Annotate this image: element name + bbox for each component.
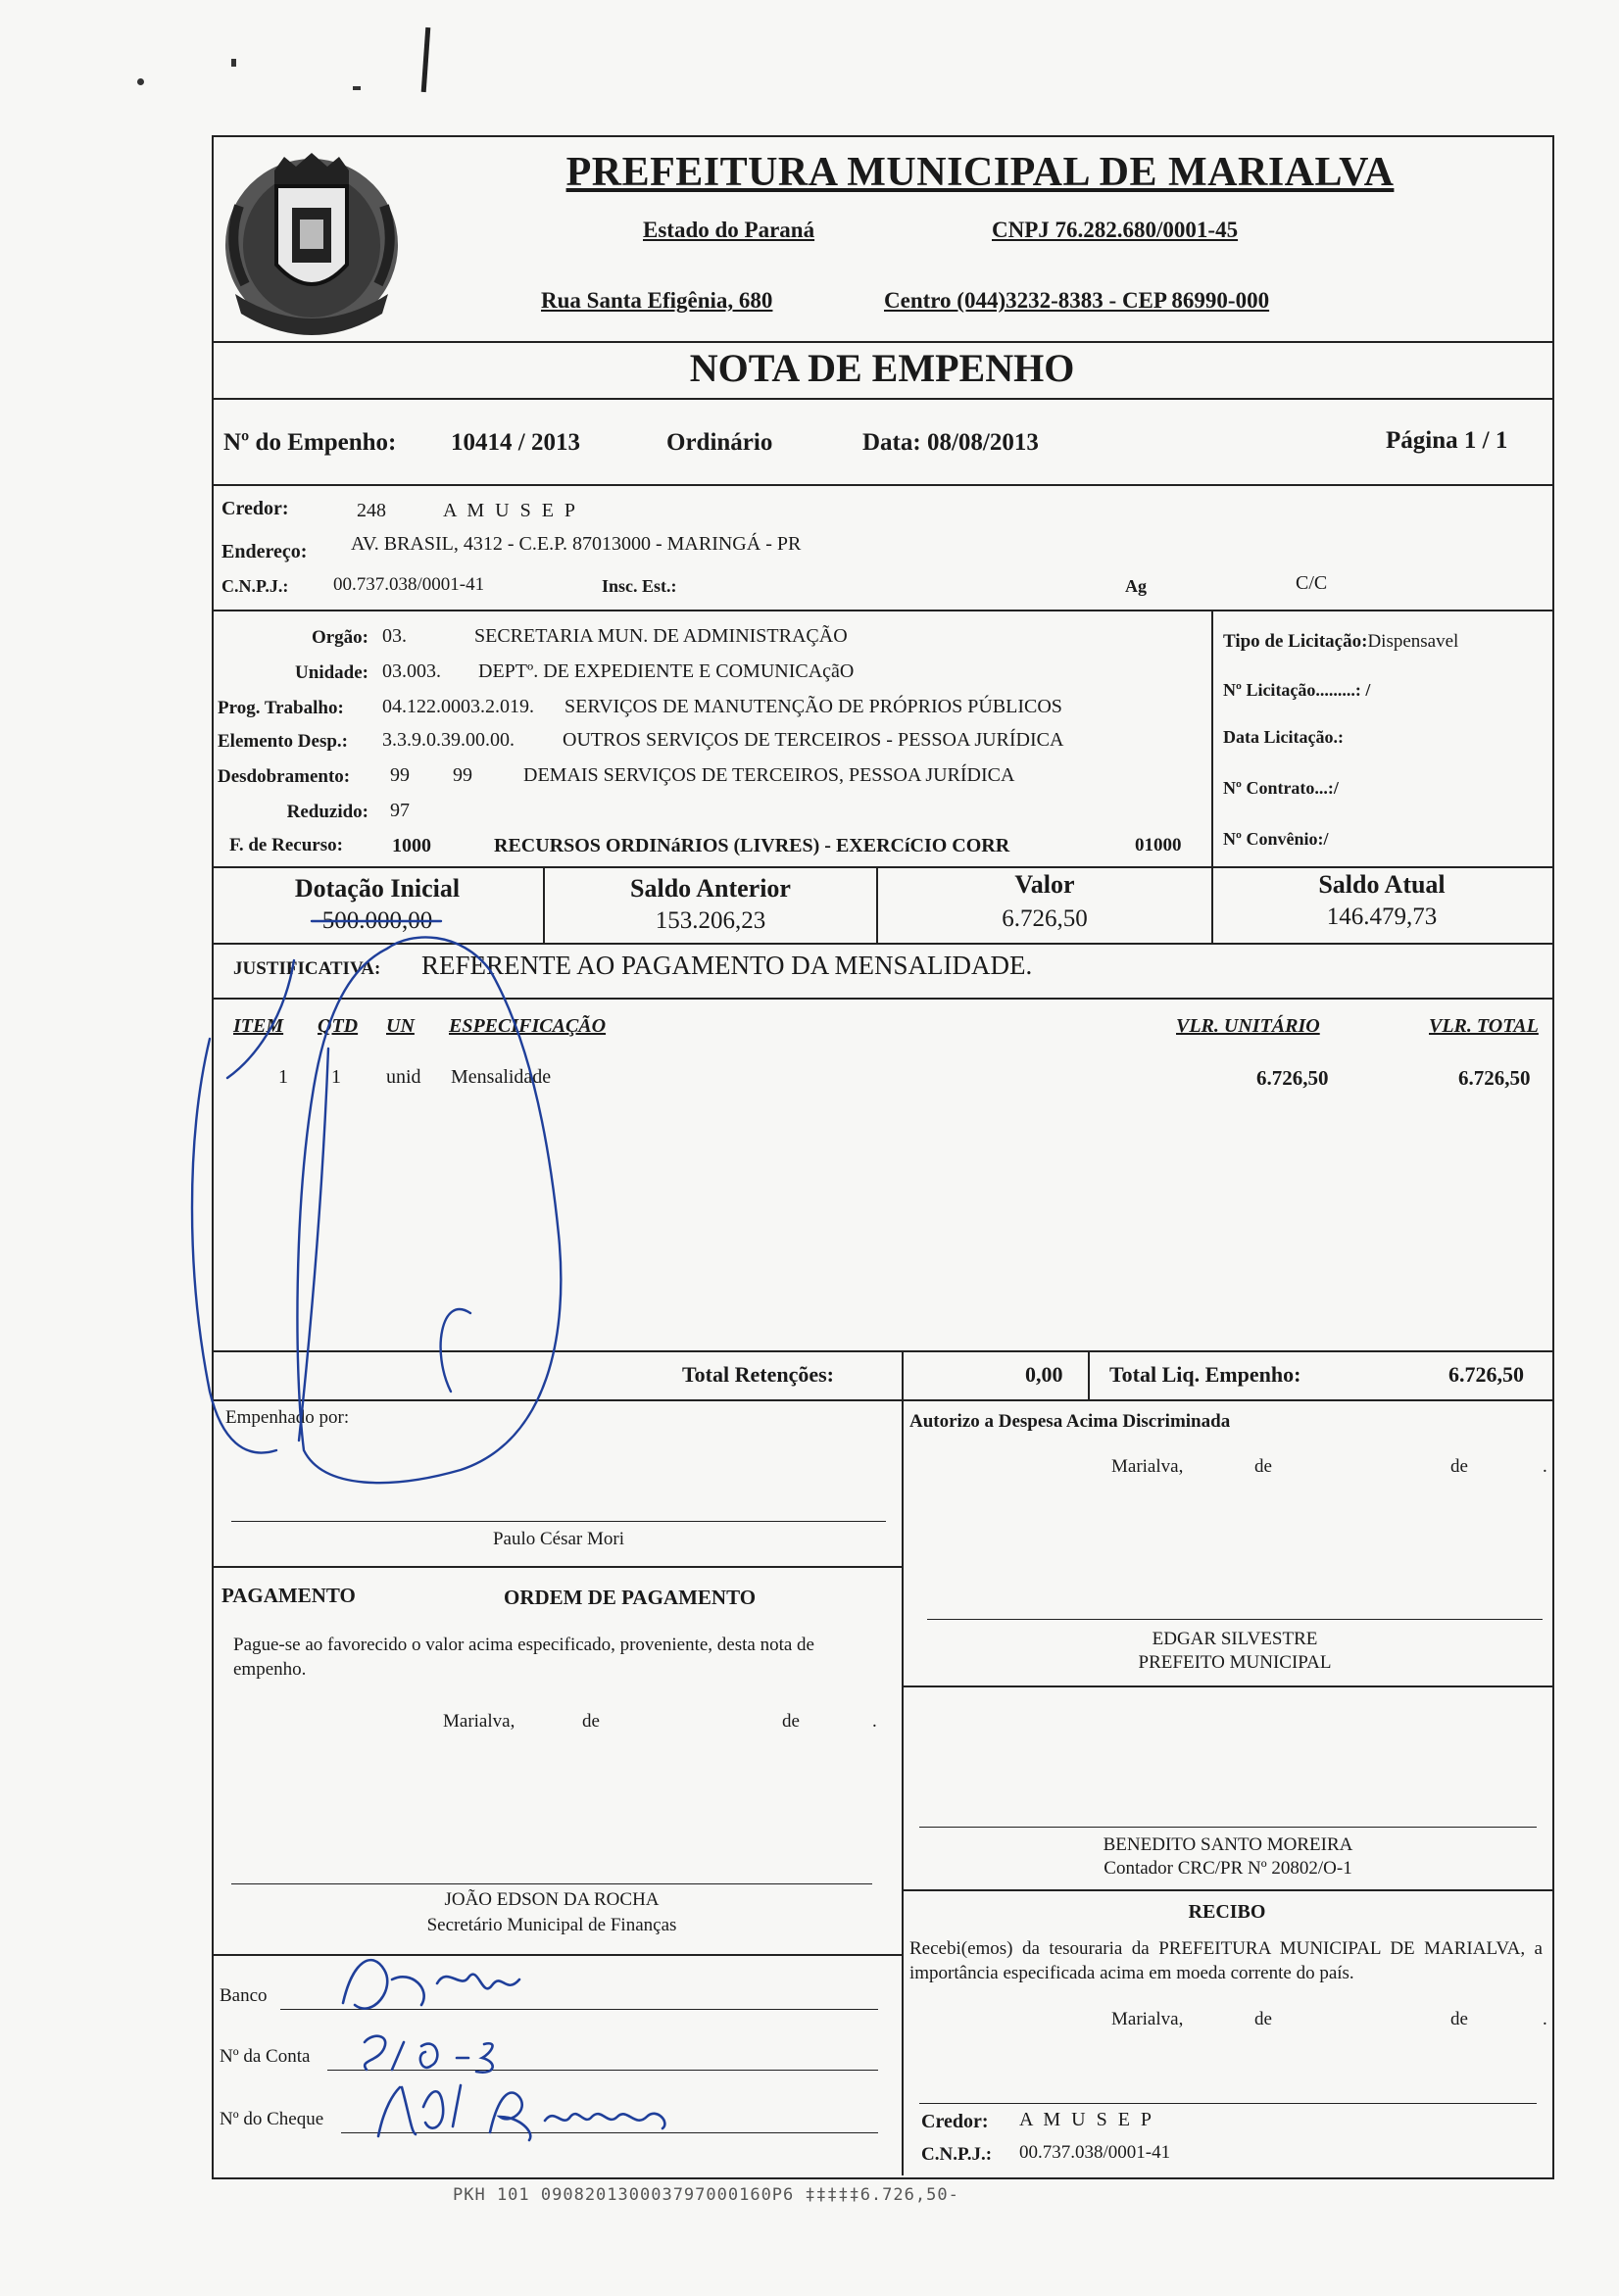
page-number: Página 1 / 1 [1386, 427, 1508, 454]
tipo-licitacao-label: Tipo de Licitação:Dispensavel [1223, 631, 1459, 652]
col-vlr-unitario-header: VLR. UNITÁRIO [1176, 1015, 1320, 1037]
saldo-anterior-value: 153.206,23 [655, 907, 766, 934]
recibo-cnpj: 00.737.038/0001-41 [1019, 2142, 1171, 2163]
empenho-number: 10414 / 2013 [451, 429, 580, 456]
pagamento-de-2: de [782, 1711, 800, 1732]
recibo-text: Recebi(emos) da tesouraria da PREFEITURA MUNICIPAL DE MARIALVA, a importância especificada acima em moeda corrente do país. [909, 1938, 1543, 1983]
autorizo-dot: . [1543, 1456, 1547, 1477]
recibo-de-2: de [1450, 2009, 1468, 2029]
convenio-number: Nº Convênio:/ [1223, 829, 1329, 849]
address-label: Centro (044)3232-8383 - CEP 86990-000 [884, 288, 1270, 313]
valor-label: Valor [1014, 870, 1075, 899]
empenho-type: Ordinário [666, 429, 773, 456]
prog-code: 04.122.0003.2.019. [382, 696, 534, 717]
row-vlr-total: 6.726,50 [1458, 1066, 1531, 1090]
autorizo-de-2: de [1450, 1456, 1468, 1477]
recibo-dot: . [1543, 2009, 1547, 2029]
conta-label: Nº da Conta [220, 2046, 311, 2067]
recurso-label: F. de Recurso: [229, 835, 343, 855]
account-handwriting [365, 2036, 493, 2073]
contrato-number: Nº Contrato...:/ [1223, 778, 1339, 798]
handwritten-loop [297, 937, 561, 1483]
banco-label: Banco [220, 1985, 268, 2006]
pagamento-city: Marialva, [443, 1711, 515, 1732]
account-label: C/C [1296, 572, 1328, 594]
prog-name: SERVIÇOS DE MANUTENÇÃO DE PRÓPRIOS PÚBLICOS [564, 696, 1062, 717]
cheque-label: Nº do Cheque [220, 2109, 324, 2129]
col-item-header: ITEM [233, 1015, 284, 1037]
credor-name: A M U S E P [443, 500, 579, 521]
prog-label: Prog. Trabalho: [218, 698, 344, 718]
dotacao-inicial-value: 500.000,00 [321, 907, 433, 934]
elem-code: 3.3.9.0.39.00.00. [382, 729, 515, 751]
recurso-code-2: 01000 [1135, 835, 1182, 855]
credor-label: Credor: [221, 498, 289, 519]
col-qtd-header: QTD [318, 1015, 359, 1037]
elem-label: Elemento Desp.: [218, 731, 348, 752]
total-retencoes-value: 0,00 [1025, 1362, 1063, 1387]
state-label: Estado do Paraná [643, 218, 815, 242]
desd-label: Desdobramento: [218, 766, 351, 787]
empenho-number-label: Nº do Empenho: [223, 429, 397, 456]
tipo-licitacao-value: Dispensavel [1367, 631, 1459, 652]
credor-cnpj: 00.737.038/0001-41 [333, 574, 485, 595]
total-retencoes-label: Total Retenções: [682, 1362, 834, 1387]
secretario-cargo: Secretário Municipal de Finanças [426, 1915, 677, 1935]
unidade-label: Unidade: [295, 662, 368, 683]
unidade-name: DEPTº. DE EXPEDIENTE E COMUNICAçãO [478, 660, 855, 682]
licitacao-number: Nº Licitação.........: / [1223, 680, 1371, 700]
micr-line: PKH 101 090820130003797000160P6 ‡‡‡‡‡6.726,50- [453, 2185, 959, 2205]
prefeito-cargo: PREFEITO MUNICIPAL [1138, 1652, 1332, 1673]
empenhado-label: Empenhado por: [225, 1407, 350, 1428]
cheque-signature [378, 2085, 664, 2140]
unidade-code: 03.003. [382, 660, 441, 682]
reduzido-code: 97 [390, 800, 410, 821]
orgao-label: Orgão: [311, 627, 368, 648]
col-vlr-total-header: VLR. TOTAL [1429, 1015, 1539, 1037]
total-liquido-label: Total Liq. Empenho: [1109, 1362, 1301, 1387]
reduzido-label: Reduzido: [286, 802, 368, 822]
contador-cargo: Contador CRC/PR Nº 20802/O-1 [1104, 1858, 1352, 1879]
elem-name: OUTROS SERVIÇOS DE TERCEIROS - PESSOA JURÍDICA [563, 729, 1064, 751]
ordem-pagamento-label: ORDEM DE PAGAMENTO [504, 1586, 757, 1609]
endereco-label: Endereço: [221, 541, 308, 562]
col-especificacao-header: ESPECIFICAÇÃO [449, 1015, 607, 1037]
autorizo-label: Autorizo a Despesa Acima Discriminada [909, 1411, 1231, 1432]
recibo-credor-name: A M U S E P [1019, 2109, 1155, 2130]
insc-est-label: Insc. Est.: [602, 576, 677, 596]
prefeito-nome: EDGAR SILVESTRE [1152, 1629, 1318, 1649]
autorizo-city: Marialva, [1111, 1456, 1184, 1477]
street-label: Rua Santa Efigênia, 680 [541, 288, 773, 313]
orgao-code: 03. [382, 625, 407, 647]
handwritten-stroke [227, 960, 294, 1078]
empenho-date: Data: 08/08/2013 [862, 429, 1039, 456]
dotacao-inicial-label: Dotação Inicial [294, 874, 461, 903]
pagamento-de-1: de [582, 1711, 600, 1732]
credor-address: AV. BRASIL, 4312 - C.E.P. 87013000 - MARINGÁ - PR [351, 533, 802, 555]
pague-se-text: Pague-se ao favorecido o valor acima especificado, proveniente, desta nota de empenho. [233, 1635, 814, 1680]
licitacao-date: Data Licitação.: [1223, 727, 1344, 747]
col-un-header: UN [386, 1015, 415, 1037]
orgao-name: SECRETARIA MUN. DE ADMINISTRAÇÃO [474, 625, 848, 647]
recibo-title: RECIBO [1188, 1901, 1266, 1923]
saldo-atual-value: 146.479,73 [1326, 904, 1438, 930]
row-un: unid [386, 1066, 421, 1088]
row-vlr-unitario: 6.726,50 [1256, 1066, 1329, 1090]
pagamento-label: PAGAMENTO [221, 1584, 356, 1607]
recibo-credor-label: Credor: [921, 2111, 989, 2132]
recurso-name: RECURSOS ORDINáRIOS (LIVRES) - EXERCíCIO CORR [494, 835, 1010, 856]
row-item: 1 [278, 1066, 288, 1088]
desd-code-2: 99 [453, 764, 472, 786]
desd-name: DEMAIS SERVIÇOS DE TERCEIROS, PESSOA JURÍDICA [523, 764, 1015, 786]
bank-signature [343, 1960, 519, 2008]
handwritten-stroke [299, 1049, 328, 1441]
secretario-nome: JOÃO EDSON DA ROCHA [444, 1889, 660, 1910]
desd-code-1: 99 [390, 764, 410, 786]
justificativa-text: REFERENTE AO PAGAMENTO DA MENSALIDADE. [421, 951, 1033, 980]
handwritten-stroke [441, 1309, 470, 1392]
row-qtd: 1 [331, 1066, 341, 1088]
row-especificacao: Mensalidade [451, 1066, 552, 1088]
recurso-code: 1000 [392, 835, 431, 856]
recibo-cnpj-label: C.N.P.J.: [921, 2144, 993, 2165]
saldo-anterior-label: Saldo Anterior [630, 874, 791, 903]
valor-value: 6.726,50 [1002, 905, 1088, 932]
total-liquido-value: 6.726,50 [1448, 1362, 1524, 1387]
page-title: PREFEITURA MUNICIPAL DE MARIALVA [565, 150, 1395, 195]
justificativa-label: JUSTIFICATIVA: [233, 958, 381, 979]
recibo-de-1: de [1254, 2009, 1272, 2029]
cnpj-label: CNPJ 76.282.680/0001-45 [992, 218, 1239, 242]
handwritten-stroke [192, 1039, 276, 1453]
contador-nome: BENEDITO SANTO MOREIRA [1103, 1834, 1353, 1855]
document-title: NOTA DE EMPENHO [689, 346, 1075, 390]
saldo-atual-label: Saldo Atual [1318, 870, 1446, 899]
empenhado-nome: Paulo César Mori [492, 1529, 625, 1549]
cnpj-field-label: C.N.P.J.: [221, 576, 289, 596]
recibo-city: Marialva, [1111, 2009, 1184, 2029]
autorizo-de-1: de [1254, 1456, 1272, 1477]
agency-label: Ag [1125, 576, 1147, 596]
credor-code: 248 [357, 500, 386, 521]
pagamento-dot: . [872, 1711, 877, 1732]
